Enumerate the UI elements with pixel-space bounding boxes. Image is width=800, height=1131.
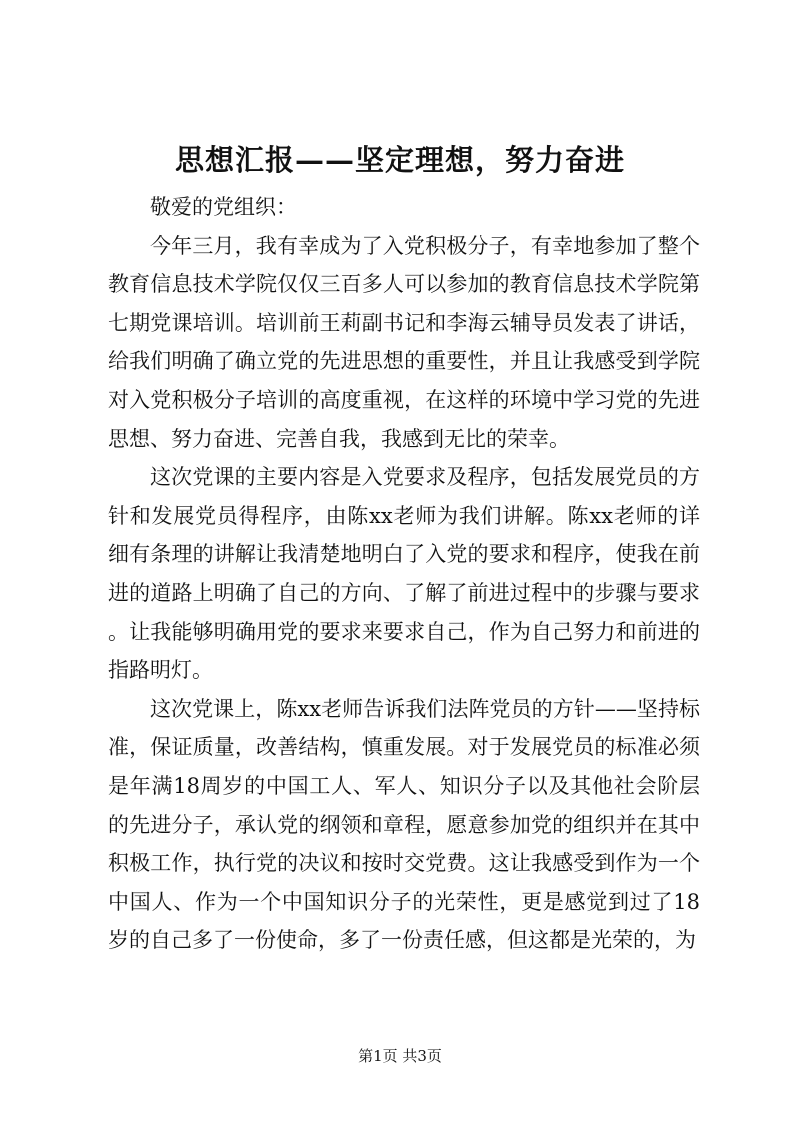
document-title: 思想汇报——坚定理想，努力奋进 <box>174 143 625 177</box>
paragraph-3: 这次党课上，陈xx老师告诉我们法阵党员的方针——坚持标准，保证质量，改善结构，慎重发展。对于发展党员的标准必须是年满18周岁的中国工人、军人、知识分子以及其他社会阶层的先进分子，承认党的纲领和章程，愿意参加党的组织并在其中积极工作，执行党的决议和按时交党费。这让我感受到作为一个中国人、作为一个中国知识分子的光荣性，更是感觉到过了18岁的自己多了一份使命，多了一份责任感，但这都是光荣的，为 <box>108 696 700 953</box>
page-number-footer: 第1页 共3页 <box>358 1047 442 1065</box>
salutation: 敬爱的党组织： <box>150 195 297 219</box>
paragraph-2: 这次党课的主要内容是入党要求及程序，包括发展党员的方针和发展党员得程序，由陈xx老师为我们讲解。陈xx老师的详细有条理的讲解让我清楚地明白了入党的要求和程序，使我在前进的道路上明确了自己的方向、了解了前进过程中的步骤与要求。让我能够明确用党的要求来要求自己，作为自己努力和前进的指路明灯。 <box>108 465 700 683</box>
paragraph-1: 今年三月，我有幸成为了入党积极分子，有幸地参加了整个教育信息技术学院仅仅三百多人可以参加的教育信息技术学院第七期党课培训。培训前王莉副书记和李海云辅导员发表了讲话，给我们明确了确立党的先进思想的重要性，并且让我感受到学院对入党积极分子培训的高度重视，在这样的环境中学习党的先进思想、努力奋进、完善自我，我感到无比的荣幸。 <box>108 233 700 451</box>
document-body <box>108 188 700 960</box>
